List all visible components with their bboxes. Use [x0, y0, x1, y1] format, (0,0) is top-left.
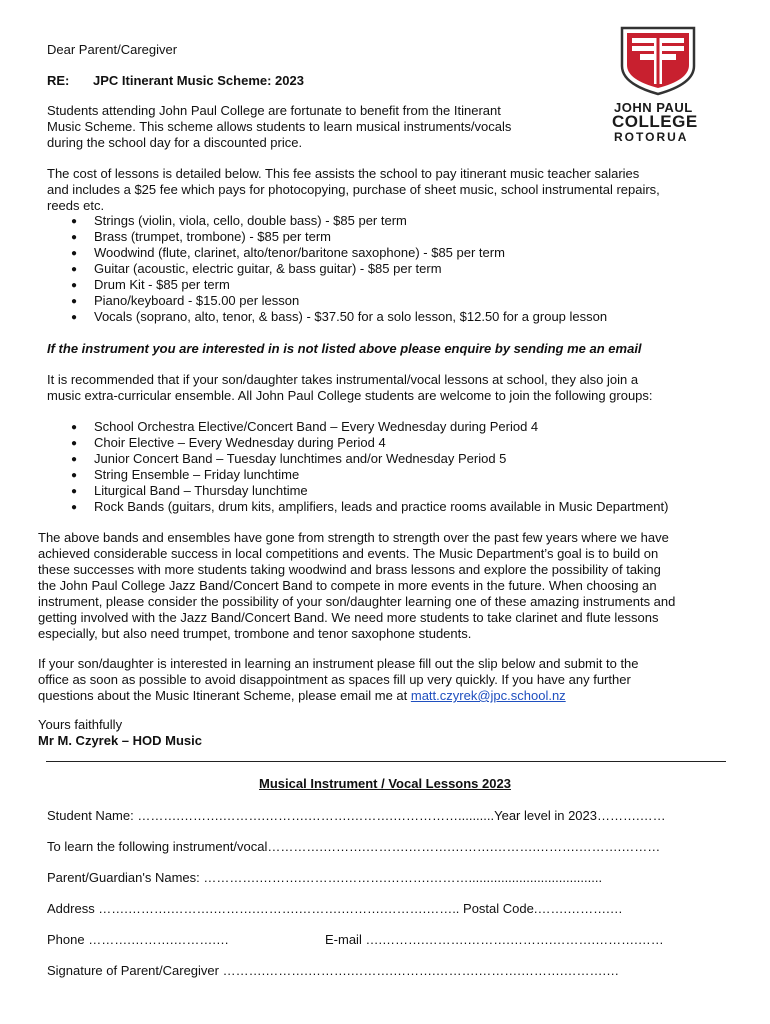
bullet-icon: ● — [71, 422, 78, 433]
bands-line: especially, but also need trumpet, trombone and tenor saxophone students. — [38, 626, 472, 641]
bullet-icon: ● — [71, 502, 78, 513]
ensemble-line: music extra-curricular ensemble. All John Paul College students are welcome to join the following groups: — [47, 388, 653, 403]
bullet-icon: ● — [71, 454, 78, 465]
bullet-icon: ● — [71, 486, 78, 497]
fee-item: Guitar (acoustic, electric guitar, & bass guitar) - $85 per term — [94, 261, 442, 276]
bullet-icon: ● — [71, 312, 78, 323]
form-title: Musical Instrument / Vocal Lessons 2023 — [259, 776, 511, 791]
salutation: Dear Parent/Caregiver — [47, 42, 178, 57]
bands-line: these successes with more students taking woodwind and brass lessons and explore the possibility of taking — [38, 562, 661, 577]
slip-line-with-email — [38, 688, 566, 704]
bullet-icon: ● — [71, 470, 78, 481]
college-crest-icon — [618, 26, 698, 96]
fee-item: Strings (violin, viola, cello, double bass) - $85 per term — [94, 213, 407, 228]
fee-item: Piano/keyboard - $15.00 per lesson — [94, 293, 300, 308]
phone-field[interactable]: Phone ……….……….……….… — [47, 932, 230, 947]
bands-line: getting involved with the Jazz Band/Concert Band. We need more students to take clarinet and flute lessons — [38, 610, 659, 625]
bands-line: The above bands and ensembles have gone from strength to strength over the past few years where we have — [38, 530, 669, 545]
intro-line: Music Scheme. This scheme allows students to learn musical instruments/vocals — [47, 119, 512, 134]
group-item: School Orchestra Elective/Concert Band – Every Wednesday during Period 4 — [94, 419, 539, 434]
bands-line: achieved considerable success in local competitions and events. The Music Department’s goal is to build on — [38, 546, 659, 561]
bullet-icon: ● — [71, 264, 78, 275]
fee-item: Drum Kit - $85 per term — [94, 277, 230, 292]
cost-line: reeds etc. — [47, 198, 105, 213]
logo-line-2: COLLEGE — [612, 112, 698, 131]
group-item: Junior Concert Band – Tuesday lunchtimes and/or Wednesday Period 5 — [94, 451, 507, 466]
enquire-note: If the instrument you are interested in is not listed above please enquire by sending me an email — [47, 341, 642, 356]
slip-line: If your son/daughter is interested in learning an instrument please fill out the slip below and submit to the — [38, 656, 639, 671]
signature-field[interactable]: Signature of Parent/Caregiver ……….……….……….……….……….……….……….……….……….… — [47, 963, 620, 978]
ensemble-line: It is recommended that if your son/daughter takes instrumental/vocal lessons at school, they also join a — [47, 372, 639, 387]
fee-item: Brass (trumpet, trombone) - $85 per term — [94, 229, 331, 244]
bullet-icon: ● — [71, 232, 78, 243]
college-logo — [610, 26, 730, 146]
re-subject: JPC Itinerant Music Scheme: 2023 — [93, 73, 304, 88]
cost-line: The cost of lessons is detailed below. This fee assists the school to pay itinerant music teacher salaries — [47, 166, 640, 181]
bullet-icon: ● — [71, 280, 78, 291]
closing: Yours faithfully — [38, 717, 123, 732]
group-item: String Ensemble – Friday lunchtime — [94, 467, 300, 482]
logo-line-1: JOHN PAUL — [614, 100, 693, 115]
bands-line: the John Paul College Jazz Band/Concert Band to compete in more events in the future. When choosing an — [38, 578, 657, 593]
group-item: Liturgical Band – Thursday lunchtime — [94, 483, 308, 498]
signoff: Mr M. Czyrek – HOD Music — [38, 733, 202, 748]
cost-line: and includes a $25 fee which pays for photocopying, purchase of sheet music, school instrumental repairs, — [47, 182, 660, 197]
group-item: Choir Elective – Every Wednesday during Period 4 — [94, 435, 386, 450]
form-divider — [46, 761, 726, 762]
bullet-icon: ● — [71, 248, 78, 259]
bullet-icon: ● — [71, 438, 78, 449]
bands-line: instrument, please consider the possibility of your son/daughter learning one of these amazing instruments and — [38, 594, 676, 609]
logo-line-3: ROTORUA — [614, 130, 689, 144]
slip-line: office as soon as possible to avoid disappointment as spaces fill up very quickly. If you have any further — [38, 672, 631, 687]
guardian-names-field[interactable]: Parent/Guardian's Names: ………….……….……….……….……….………..................................... — [47, 870, 603, 885]
student-name-field[interactable]: Student Name: ……….……….……….……….……….……….……………..........Year level in 2023……….…… — [47, 808, 666, 823]
slip-line: questions about the Music Itinerant Scheme, please email me at — [38, 688, 411, 703]
email-field[interactable]: E-mail ….……….……….……….……….……….……….…… — [325, 932, 664, 947]
intro-line: Students attending John Paul College are fortunate to benefit from the Itinerant — [47, 103, 501, 118]
instrument-field[interactable]: To learn the following instrument/vocal………….……….……….……….……….……….……….……….……… — [47, 839, 661, 854]
group-item: Rock Bands (guitars, drum kits, amplifiers, leads and practice rooms available in Music Department) — [94, 499, 669, 514]
email-link[interactable]: matt.czyrek@jpc.school.nz — [410, 688, 566, 703]
intro-line: during the school day for a discounted price. — [47, 135, 303, 150]
re-label: RE: — [47, 73, 70, 88]
bullet-icon: ● — [71, 296, 78, 307]
address-field[interactable]: Address …….……….……….……….……….……….……….……….…….. Postal Code.…….……….… — [47, 901, 623, 916]
fee-item: Vocals (soprano, alto, tenor, & bass) - $37.50 for a solo lesson, $12.50 for a group lesson — [94, 309, 608, 324]
fee-item: Woodwind (flute, clarinet, alto/tenor/baritone saxophone) - $85 per term — [94, 245, 505, 260]
bullet-icon: ● — [71, 216, 78, 227]
